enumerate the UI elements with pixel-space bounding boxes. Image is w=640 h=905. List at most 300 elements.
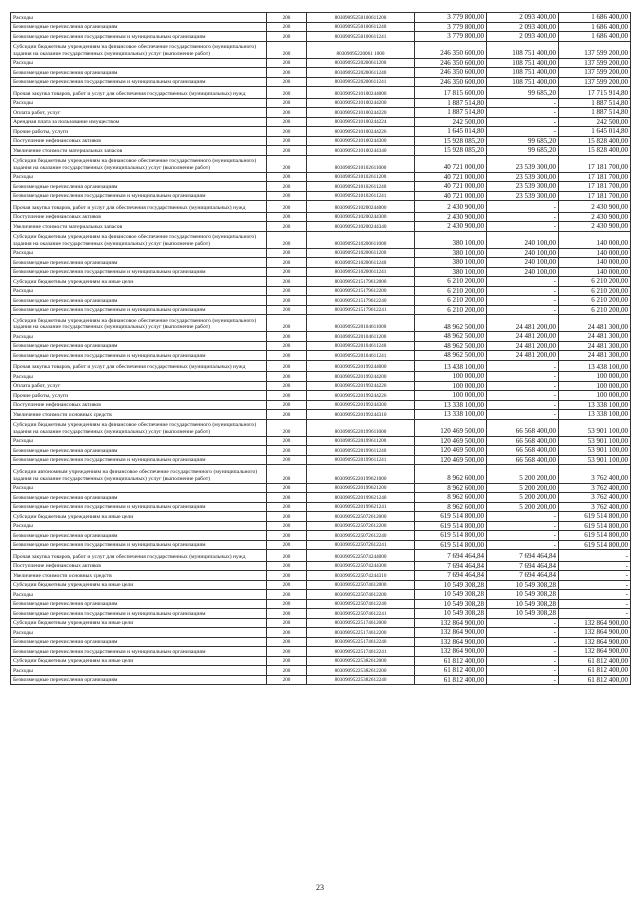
- row-approved-amount-cell: 10 549 308,28: [415, 599, 487, 609]
- row-budget-code-cell: 80309095220199244300: [307, 400, 415, 410]
- row-executed-amount-cell: 99 685,20: [487, 146, 559, 156]
- table-row: [11, 675, 631, 685]
- row-approved-amount-cell: 3 779 800,00: [415, 13, 487, 23]
- row-budget-code-cell: 80309095225072612240: [307, 531, 415, 541]
- row-budget-code-cell: 80309095210100244300: [307, 136, 415, 146]
- row-budget-code-cell: 80309095225074612200: [307, 590, 415, 600]
- table-row: [11, 637, 631, 647]
- row-unexecuted-amount-cell: 13 338 100,00: [559, 410, 631, 420]
- row-name-cell: Расходы: [11, 521, 267, 531]
- row-budget-code-cell: 80309095220199244226: [307, 391, 415, 401]
- row-name-cell: Безвозмездные перечисления государственным и муниципальным организациям: [11, 647, 267, 657]
- row-executed-amount-cell: -: [487, 98, 559, 108]
- row-line-code-cell: 200: [267, 637, 307, 647]
- row-budget-code-cell: 80309095250100611240: [307, 22, 415, 32]
- row-name-cell: Расходы: [11, 628, 267, 638]
- row-line-code-cell: 200: [267, 182, 307, 192]
- row-line-code-cell: 200: [267, 502, 307, 512]
- table-row: [11, 222, 631, 232]
- row-line-code-cell: 200: [267, 446, 307, 456]
- row-unexecuted-amount-cell: 3 762 400,00: [559, 465, 631, 484]
- row-approved-amount-cell: 120 469 500,00: [415, 436, 487, 446]
- table-row: [11, 599, 631, 609]
- row-executed-amount-cell: 7 694 464,84: [487, 550, 559, 562]
- row-name-cell: Прочие работы, услуги: [11, 391, 267, 401]
- row-name-cell: Безвозмездные перечисления организациям: [11, 446, 267, 456]
- row-executed-amount-cell: 66 568 400,00: [487, 455, 559, 465]
- row-executed-amount-cell: 10 549 308,28: [487, 609, 559, 619]
- row-line-code-cell: 200: [267, 609, 307, 619]
- row-budget-code-cell: 80309095210100244200: [307, 98, 415, 108]
- row-line-code-cell: 200: [267, 419, 307, 436]
- row-approved-amount-cell: 619 514 800,00: [415, 540, 487, 550]
- row-name-cell: Безвозмездные перечисления государственным и муниципальным организациям: [11, 32, 267, 42]
- table-row: [11, 231, 631, 248]
- row-approved-amount-cell: 15 928 085,20: [415, 136, 487, 146]
- row-unexecuted-amount-cell: 100 000,00: [559, 372, 631, 382]
- table-row: [11, 502, 631, 512]
- row-executed-amount-cell: 23 539 300,00: [487, 155, 559, 172]
- row-executed-amount-cell: 23 539 300,00: [487, 182, 559, 192]
- row-approved-amount-cell: 3 779 800,00: [415, 32, 487, 42]
- row-executed-amount-cell: -: [487, 666, 559, 676]
- row-approved-amount-cell: 15 928 085,20: [415, 146, 487, 156]
- row-approved-amount-cell: 13 338 100,00: [415, 400, 487, 410]
- row-budget-code-cell: 80309095220200611200: [307, 58, 415, 68]
- table-row: [11, 446, 631, 456]
- row-line-code-cell: 200: [267, 231, 307, 248]
- row-budget-code-cell: 80309095220199621200: [307, 483, 415, 493]
- table-row: [11, 483, 631, 493]
- row-line-code-cell: 200: [267, 222, 307, 232]
- row-name-cell: Расходы: [11, 286, 267, 296]
- row-executed-amount-cell: -: [487, 521, 559, 531]
- row-executed-amount-cell: 240 100,00: [487, 267, 559, 277]
- row-line-code-cell: 200: [267, 146, 307, 156]
- row-executed-amount-cell: -: [487, 637, 559, 647]
- row-name-cell: Безвозмездные перечисления государственным и муниципальным организациям: [11, 609, 267, 619]
- row-name-cell: Субсидии бюджетным учреждениям на иные цели: [11, 618, 267, 628]
- row-approved-amount-cell: 8 962 600,00: [415, 465, 487, 484]
- row-unexecuted-amount-cell: 53 901 100,00: [559, 436, 631, 446]
- row-line-code-cell: 200: [267, 493, 307, 503]
- row-line-code-cell: 200: [267, 455, 307, 465]
- row-executed-amount-cell: 2 093 400,00: [487, 22, 559, 32]
- table-row: [11, 296, 631, 306]
- row-approved-amount-cell: 380 100,00: [415, 267, 487, 277]
- row-approved-amount-cell: 61 812 400,00: [415, 675, 487, 685]
- table-row: [11, 666, 631, 676]
- row-name-cell: Субсидии бюджетным учреждениям на финансовое обеспечение государственного (муниципального) задания на оказание государственных (муниципальных) услуг (выполнение работ): [11, 315, 267, 332]
- row-name-cell: Безвозмездные перечисления организациям: [11, 531, 267, 541]
- row-name-cell: Безвозмездные перечисления организациям: [11, 22, 267, 32]
- row-unexecuted-amount-cell: 619 514 800,00: [559, 531, 631, 541]
- row-line-code-cell: 200: [267, 87, 307, 99]
- row-budget-code-cell: 80309095225382612000: [307, 656, 415, 666]
- row-approved-amount-cell: 132 864 900,00: [415, 647, 487, 657]
- table-row: [11, 436, 631, 446]
- row-budget-code-cell: 80309095225074244300: [307, 561, 415, 571]
- row-approved-amount-cell: 10 549 308,28: [415, 609, 487, 619]
- row-name-cell: Субсидии бюджетным учреждениям на финансовое обеспечение государственного (муниципального) задания на оказание государственных (муниципальных) услуг (выполнение работ): [11, 231, 267, 248]
- row-unexecuted-amount-cell: 619 514 800,00: [559, 521, 631, 531]
- row-unexecuted-amount-cell: -: [559, 550, 631, 562]
- row-budget-code-cell: 80309095225174612241: [307, 647, 415, 657]
- row-approved-amount-cell: 40 721 000,00: [415, 191, 487, 201]
- row-unexecuted-amount-cell: 3 762 400,00: [559, 483, 631, 493]
- row-budget-code-cell: 80309095225174612240: [307, 637, 415, 647]
- row-name-cell: Субсидии бюджетным учреждениям на иные цели: [11, 512, 267, 522]
- row-approved-amount-cell: 48 962 500,00: [415, 351, 487, 361]
- row-name-cell: Увеличение стоимости основных средств: [11, 410, 267, 420]
- row-executed-amount-cell: -: [487, 531, 559, 541]
- table-row: [11, 32, 631, 42]
- row-approved-amount-cell: 7 694 464,84: [415, 561, 487, 571]
- table-row: [11, 647, 631, 657]
- row-line-code-cell: 200: [267, 561, 307, 571]
- row-budget-code-cell: 80309095210200611240: [307, 258, 415, 268]
- row-budget-code-cell: 80309095220104611200: [307, 332, 415, 342]
- row-approved-amount-cell: 40 721 000,00: [415, 182, 487, 192]
- row-line-code-cell: 200: [267, 58, 307, 68]
- row-unexecuted-amount-cell: 3 762 400,00: [559, 493, 631, 503]
- row-approved-amount-cell: 2 430 900,00: [415, 201, 487, 213]
- row-name-cell: Субсидии бюджетным учреждениям на иные цели: [11, 277, 267, 287]
- row-executed-amount-cell: -: [487, 656, 559, 666]
- row-unexecuted-amount-cell: -: [559, 609, 631, 619]
- row-executed-amount-cell: -: [487, 410, 559, 420]
- row-budget-code-cell: 80309095220199244220: [307, 381, 415, 391]
- row-executed-amount-cell: 66 568 400,00: [487, 446, 559, 456]
- row-budget-code-cell: 80309095210100244000: [307, 87, 415, 99]
- row-executed-amount-cell: -: [487, 127, 559, 137]
- row-approved-amount-cell: 3 779 800,00: [415, 22, 487, 32]
- table-row: [11, 628, 631, 638]
- row-approved-amount-cell: 120 469 500,00: [415, 419, 487, 436]
- row-line-code-cell: 200: [267, 618, 307, 628]
- row-unexecuted-amount-cell: 1 686 400,00: [559, 22, 631, 32]
- row-name-cell: Расходы: [11, 98, 267, 108]
- row-budget-code-cell: 80309095225074244000: [307, 550, 415, 562]
- row-budget-code-cell: 80309095220104611240: [307, 341, 415, 351]
- row-approved-amount-cell: 619 514 800,00: [415, 512, 487, 522]
- row-unexecuted-amount-cell: -: [559, 599, 631, 609]
- row-budget-code-cell: 80309095210102611240: [307, 182, 415, 192]
- row-budget-code-cell: 80309095210200611200: [307, 248, 415, 258]
- row-line-code-cell: 200: [267, 360, 307, 372]
- table-row: [11, 305, 631, 315]
- row-executed-amount-cell: -: [487, 618, 559, 628]
- row-approved-amount-cell: 619 514 800,00: [415, 521, 487, 531]
- row-unexecuted-amount-cell: 24 481 300,00: [559, 341, 631, 351]
- row-name-cell: Безвозмездные перечисления государственным и муниципальным организациям: [11, 267, 267, 277]
- table-row: [11, 146, 631, 156]
- row-executed-amount-cell: -: [487, 647, 559, 657]
- table-row: [11, 212, 631, 222]
- row-executed-amount-cell: -: [487, 212, 559, 222]
- row-unexecuted-amount-cell: 53 901 100,00: [559, 455, 631, 465]
- row-name-cell: Субсидии бюджетным учреждениям на финансовое обеспечение государственного (муниципального) задания на оказание государственных (муниципальных) услуг (выполнение работ): [11, 419, 267, 436]
- row-approved-amount-cell: 48 962 500,00: [415, 315, 487, 332]
- row-budget-code-cell: 80309095215179612200: [307, 286, 415, 296]
- row-budget-code-cell: 80309095210102611000: [307, 155, 415, 172]
- table-row: [11, 550, 631, 562]
- row-line-code-cell: 200: [267, 647, 307, 657]
- row-name-cell: Безвозмездные перечисления организациям: [11, 296, 267, 306]
- row-line-code-cell: 200: [267, 675, 307, 685]
- row-approved-amount-cell: 1 645 014,80: [415, 127, 487, 137]
- row-line-code-cell: 200: [267, 201, 307, 213]
- row-executed-amount-cell: -: [487, 222, 559, 232]
- row-approved-amount-cell: 8 962 600,00: [415, 502, 487, 512]
- row-approved-amount-cell: 132 864 900,00: [415, 618, 487, 628]
- row-approved-amount-cell: 132 864 900,00: [415, 637, 487, 647]
- row-budget-code-cell: 80309095220199244310: [307, 410, 415, 420]
- row-budget-code-cell: 80309095225174612200: [307, 628, 415, 638]
- row-line-code-cell: 200: [267, 98, 307, 108]
- row-line-code-cell: 200: [267, 550, 307, 562]
- row-line-code-cell: 200: [267, 22, 307, 32]
- row-name-cell: Безвозмездные перечисления государственным и муниципальным организациям: [11, 351, 267, 361]
- row-executed-amount-cell: 99 685,20: [487, 136, 559, 146]
- table-row: [11, 22, 631, 32]
- row-name-cell: Субсидии бюджетным учреждениям на финансовое обеспечение государственного (муниципального) задания на оказание государственных (муниципальных) услуг (выполнение работ): [11, 41, 267, 58]
- row-executed-amount-cell: -: [487, 296, 559, 306]
- row-budget-code-cell: 80309095210100244226: [307, 127, 415, 137]
- table-row: [11, 182, 631, 192]
- table-row: [11, 360, 631, 372]
- row-unexecuted-amount-cell: 6 210 200,00: [559, 296, 631, 306]
- table-row: [11, 351, 631, 361]
- table-row: [11, 315, 631, 332]
- row-unexecuted-amount-cell: 17 181 700,00: [559, 182, 631, 192]
- row-approved-amount-cell: 61 812 400,00: [415, 666, 487, 676]
- row-budget-code-cell: 80309095220199611241: [307, 455, 415, 465]
- row-name-cell: Увеличение стоимости материальных запасов: [11, 146, 267, 156]
- table-row: [11, 571, 631, 581]
- row-executed-amount-cell: -: [487, 305, 559, 315]
- row-executed-amount-cell: 66 568 400,00: [487, 436, 559, 446]
- row-approved-amount-cell: 6 210 200,00: [415, 277, 487, 287]
- row-name-cell: Прочая закупка товаров, работ и услуг для обеспечения государственных (муниципальных) нужд: [11, 550, 267, 562]
- row-name-cell: Безвозмездные перечисления организациям: [11, 675, 267, 685]
- row-approved-amount-cell: 6 210 200,00: [415, 305, 487, 315]
- row-unexecuted-amount-cell: -: [559, 590, 631, 600]
- row-name-cell: Прочая закупка товаров, работ и услуг для обеспечения государственных (муниципальных) нужд: [11, 201, 267, 213]
- table-row: [11, 108, 631, 118]
- table-row: [11, 77, 631, 87]
- table-row: [11, 201, 631, 213]
- row-executed-amount-cell: 7 694 464,84: [487, 571, 559, 581]
- row-budget-code-cell: 80309095225174612000: [307, 618, 415, 628]
- row-line-code-cell: 200: [267, 68, 307, 78]
- row-name-cell: Безвозмездные перечисления государственным и муниципальным организациям: [11, 502, 267, 512]
- row-budget-code-cell: 80309095220104611000: [307, 315, 415, 332]
- table-row: [11, 410, 631, 420]
- row-line-code-cell: 200: [267, 436, 307, 446]
- row-executed-amount-cell: 24 481 200,00: [487, 315, 559, 332]
- row-budget-code-cell: 80309095220199611200: [307, 436, 415, 446]
- row-name-cell: Безвозмездные перечисления государственным и муниципальным организациям: [11, 77, 267, 87]
- row-unexecuted-amount-cell: 24 481 300,00: [559, 315, 631, 332]
- row-unexecuted-amount-cell: 17 715 914,80: [559, 87, 631, 99]
- row-unexecuted-amount-cell: 619 514 800,00: [559, 512, 631, 522]
- row-executed-amount-cell: 240 100,00: [487, 231, 559, 248]
- row-unexecuted-amount-cell: 61 812 400,00: [559, 675, 631, 685]
- table-row: [11, 561, 631, 571]
- row-executed-amount-cell: 99 685,20: [487, 87, 559, 99]
- row-unexecuted-amount-cell: 53 901 100,00: [559, 419, 631, 436]
- table-row: [11, 400, 631, 410]
- table-row: [11, 465, 631, 484]
- row-budget-code-cell: 80309095220199621241: [307, 502, 415, 512]
- row-executed-amount-cell: 23 539 300,00: [487, 172, 559, 182]
- table-row: [11, 191, 631, 201]
- row-line-code-cell: 200: [267, 117, 307, 127]
- row-executed-amount-cell: 108 751 400,00: [487, 77, 559, 87]
- row-name-cell: Расходы: [11, 666, 267, 676]
- row-line-code-cell: 200: [267, 628, 307, 638]
- row-executed-amount-cell: 5 200 200,00: [487, 483, 559, 493]
- row-unexecuted-amount-cell: 242 500,00: [559, 117, 631, 127]
- row-approved-amount-cell: 8 962 600,00: [415, 483, 487, 493]
- table-row: [11, 381, 631, 391]
- row-unexecuted-amount-cell: 1 686 400,00: [559, 13, 631, 23]
- row-budget-code-cell: 80309095220200611240: [307, 68, 415, 78]
- row-executed-amount-cell: -: [487, 108, 559, 118]
- table-row: [11, 136, 631, 146]
- row-name-cell: Расходы: [11, 248, 267, 258]
- row-line-code-cell: 200: [267, 590, 307, 600]
- row-approved-amount-cell: 120 469 500,00: [415, 446, 487, 456]
- row-line-code-cell: 200: [267, 32, 307, 42]
- row-unexecuted-amount-cell: 132 864 900,00: [559, 618, 631, 628]
- row-line-code-cell: 200: [267, 332, 307, 342]
- row-name-cell: Расходы: [11, 590, 267, 600]
- row-line-code-cell: 200: [267, 296, 307, 306]
- row-budget-code-cell: 80309095210102611200: [307, 172, 415, 182]
- table-row: [11, 87, 631, 99]
- row-line-code-cell: 200: [267, 267, 307, 277]
- row-line-code-cell: 200: [267, 372, 307, 382]
- table-row: [11, 521, 631, 531]
- row-unexecuted-amount-cell: 619 514 800,00: [559, 540, 631, 550]
- table-row: [11, 277, 631, 287]
- row-line-code-cell: 200: [267, 155, 307, 172]
- row-approved-amount-cell: 380 100,00: [415, 231, 487, 248]
- row-executed-amount-cell: -: [487, 360, 559, 372]
- row-unexecuted-amount-cell: 1 887 514,80: [559, 108, 631, 118]
- row-budget-code-cell: 80309095210200244300: [307, 212, 415, 222]
- row-executed-amount-cell: -: [487, 391, 559, 401]
- row-approved-amount-cell: 40 721 000,00: [415, 155, 487, 172]
- row-executed-amount-cell: 23 539 300,00: [487, 191, 559, 201]
- row-line-code-cell: 200: [267, 410, 307, 420]
- row-approved-amount-cell: 242 500,00: [415, 117, 487, 127]
- row-line-code-cell: 200: [267, 531, 307, 541]
- row-executed-amount-cell: -: [487, 628, 559, 638]
- row-budget-code-cell: 80309095220199244200: [307, 372, 415, 382]
- row-name-cell: Субсидии бюджетным учреждениям на иные цели: [11, 580, 267, 590]
- row-unexecuted-amount-cell: 24 481 300,00: [559, 332, 631, 342]
- row-name-cell: Оплата работ, услуг: [11, 108, 267, 118]
- row-approved-amount-cell: 1 887 514,80: [415, 98, 487, 108]
- row-name-cell: Безвозмездные перечисления государственным и муниципальным организациям: [11, 305, 267, 315]
- document-page: [6, 4, 634, 901]
- row-executed-amount-cell: 7 694 464,84: [487, 561, 559, 571]
- table-row: [11, 580, 631, 590]
- table-row: [11, 41, 631, 58]
- row-approved-amount-cell: 1 887 514,80: [415, 108, 487, 118]
- row-budget-code-cell: 80309095220199611000: [307, 419, 415, 436]
- row-executed-amount-cell: -: [487, 512, 559, 522]
- row-line-code-cell: 200: [267, 580, 307, 590]
- row-approved-amount-cell: 120 469 500,00: [415, 455, 487, 465]
- row-approved-amount-cell: 100 000,00: [415, 381, 487, 391]
- row-name-cell: Безвозмездные перечисления государственным и муниципальным организациям: [11, 540, 267, 550]
- row-budget-code-cell: 80309095210100244220: [307, 108, 415, 118]
- row-unexecuted-amount-cell: 61 812 400,00: [559, 666, 631, 676]
- row-executed-amount-cell: 2 093 400,00: [487, 13, 559, 23]
- row-executed-amount-cell: 2 093 400,00: [487, 32, 559, 42]
- row-budget-code-cell: 80309095220199621000: [307, 465, 415, 484]
- row-approved-amount-cell: 6 210 200,00: [415, 286, 487, 296]
- row-unexecuted-amount-cell: 17 181 700,00: [559, 191, 631, 201]
- row-unexecuted-amount-cell: 61 812 400,00: [559, 656, 631, 666]
- row-line-code-cell: 200: [267, 465, 307, 484]
- table-row: [11, 391, 631, 401]
- row-name-cell: Прочая закупка товаров, работ и услуг для обеспечения государственных (муниципальных) нужд: [11, 360, 267, 372]
- table-row: [11, 540, 631, 550]
- row-name-cell: Расходы: [11, 332, 267, 342]
- row-executed-amount-cell: -: [487, 675, 559, 685]
- row-line-code-cell: 200: [267, 286, 307, 296]
- row-name-cell: Безвозмездные перечисления организациям: [11, 68, 267, 78]
- row-budget-code-cell: 80309095250100611200: [307, 13, 415, 23]
- row-approved-amount-cell: 7 694 464,84: [415, 550, 487, 562]
- row-line-code-cell: 200: [267, 136, 307, 146]
- row-name-cell: Расходы: [11, 172, 267, 182]
- row-line-code-cell: 200: [267, 315, 307, 332]
- row-budget-code-cell: 80309095225074244310: [307, 571, 415, 581]
- table-row: [11, 127, 631, 137]
- row-name-cell: Поступление нефинансовых активов: [11, 561, 267, 571]
- row-approved-amount-cell: 17 815 600,00: [415, 87, 487, 99]
- row-approved-amount-cell: 246 350 600,00: [415, 77, 487, 87]
- row-budget-code-cell: 80309095210200244340: [307, 222, 415, 232]
- row-unexecuted-amount-cell: 100 000,00: [559, 381, 631, 391]
- table-row: [11, 258, 631, 268]
- row-executed-amount-cell: -: [487, 400, 559, 410]
- table-row: [11, 332, 631, 342]
- row-executed-amount-cell: -: [487, 277, 559, 287]
- row-unexecuted-amount-cell: 1 887 514,80: [559, 98, 631, 108]
- row-name-cell: Безвозмездные перечисления организациям: [11, 258, 267, 268]
- table-row: [11, 341, 631, 351]
- row-unexecuted-amount-cell: -: [559, 561, 631, 571]
- row-line-code-cell: 200: [267, 191, 307, 201]
- table-row: [11, 372, 631, 382]
- row-name-cell: Расходы: [11, 58, 267, 68]
- row-unexecuted-amount-cell: 17 181 700,00: [559, 155, 631, 172]
- row-name-cell: Субсидии бюджетным учреждениям на финансовое обеспечение государственного (муниципального) задания на оказание государственных (муниципальных) услуг (выполнение работ): [11, 155, 267, 172]
- row-unexecuted-amount-cell: 132 864 900,00: [559, 647, 631, 657]
- row-budget-code-cell: 80309095210200611241: [307, 267, 415, 277]
- row-unexecuted-amount-cell: 137 599 200,00: [559, 41, 631, 58]
- row-name-cell: Увеличение стоимости материальных запасов: [11, 222, 267, 232]
- row-unexecuted-amount-cell: 2 430 900,00: [559, 212, 631, 222]
- row-approved-amount-cell: 13 438 100,00: [415, 360, 487, 372]
